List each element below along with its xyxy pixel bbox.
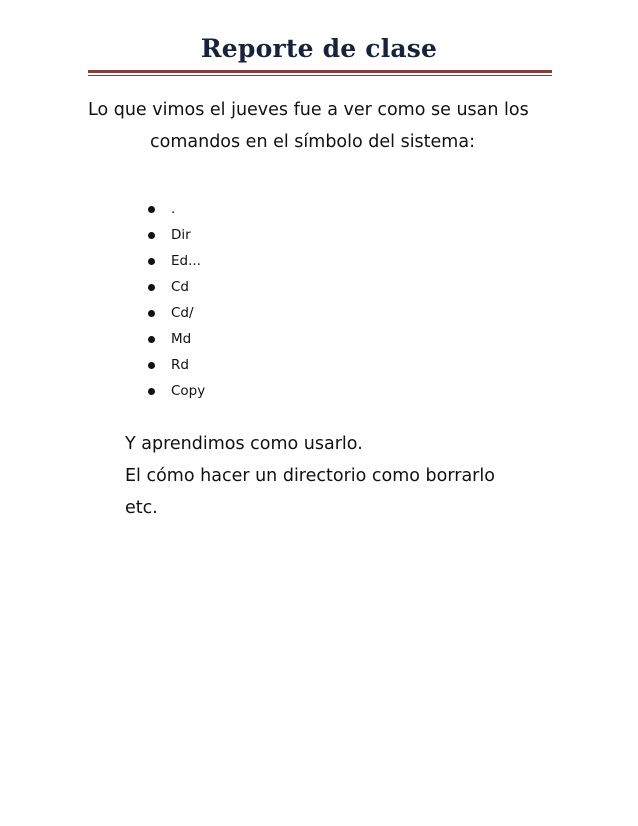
list-item <box>148 248 205 274</box>
intro-line-1: Lo que vimos el jueves fue a ver como se usan los <box>88 100 529 120</box>
command-label: Rd <box>171 357 189 373</box>
list-item <box>148 300 205 326</box>
intro-line-2: comandos en el símbolo del sistema: <box>150 132 475 152</box>
list-item <box>148 274 205 300</box>
command-label: . <box>171 201 176 217</box>
bullet-icon <box>148 362 155 369</box>
command-label: Md <box>171 331 192 347</box>
bullet-icon <box>148 388 155 395</box>
title-underline-thick <box>88 70 552 73</box>
bullet-icon <box>148 206 155 213</box>
document-title: Reporte de clase <box>200 34 438 63</box>
closing-line-2: El cómo hacer un directorio como borrarlo <box>125 466 495 486</box>
command-label: Copy <box>171 383 206 399</box>
bullet-icon <box>148 336 155 343</box>
bullet-icon <box>148 232 155 239</box>
command-label: Cd <box>171 279 189 295</box>
command-label: Cd/ <box>171 305 194 321</box>
command-list <box>148 196 205 404</box>
title-underline-thin <box>88 75 552 76</box>
list-item <box>148 352 205 378</box>
list-item <box>148 326 205 352</box>
title-underline <box>88 70 552 76</box>
bullet-icon <box>148 310 155 317</box>
list-item <box>148 222 205 248</box>
list-item <box>148 378 205 404</box>
command-label: Ed... <box>171 253 201 269</box>
closing-line-3: etc. <box>125 498 158 518</box>
bullet-icon <box>148 284 155 291</box>
closing-paragraph <box>125 428 575 524</box>
list-item <box>148 196 205 222</box>
closing-line-1: Y aprendimos como usarlo. <box>125 434 363 454</box>
intro-paragraph <box>88 94 558 158</box>
command-label: Dir <box>171 227 191 243</box>
bullet-icon <box>148 258 155 265</box>
